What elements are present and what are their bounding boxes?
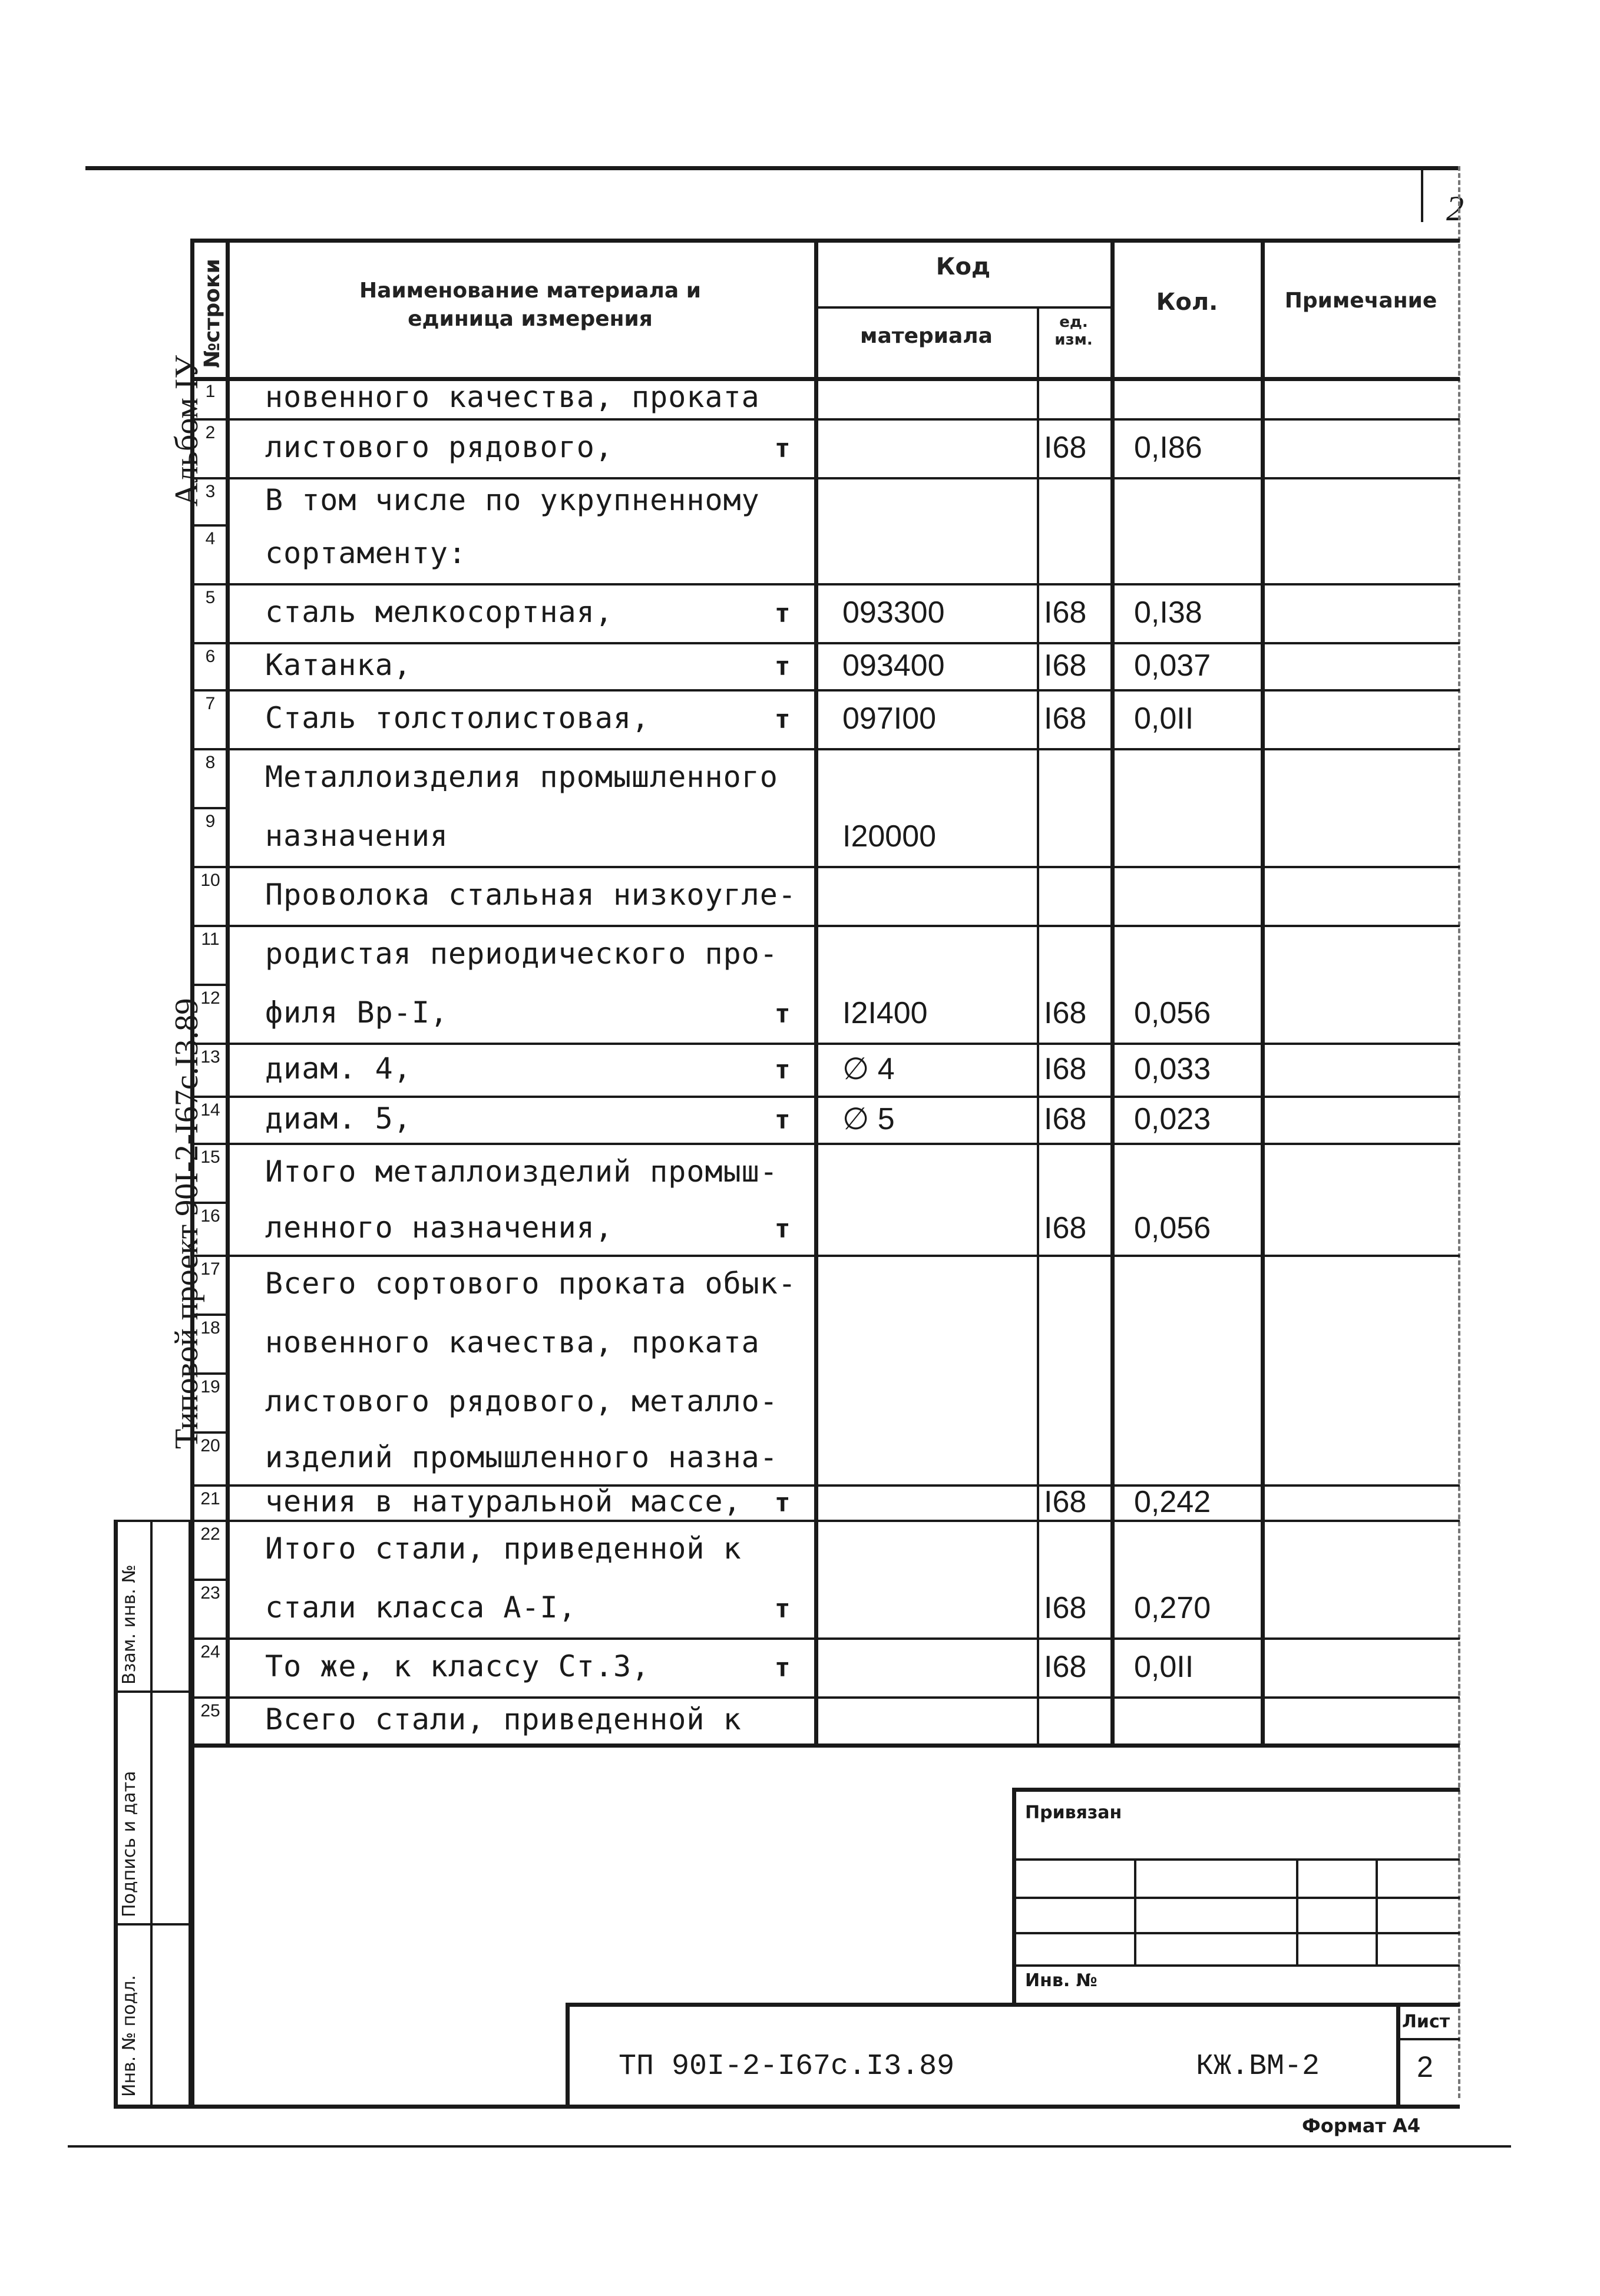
row-divider [190, 477, 1460, 479]
row-divider [190, 925, 1460, 927]
row-material-code: 093300 [842, 595, 945, 630]
row-description: В том числе по укрупненному [265, 483, 760, 517]
album-label: Альбом IУ [168, 355, 205, 507]
row-description: сортаменту: [265, 536, 467, 570]
row-unit: т [775, 1055, 791, 1085]
row-description: Проволока стальная низкоугле- [265, 878, 796, 912]
row-unit-code: I68 [1044, 1591, 1087, 1625]
sheet-number: 2 [1417, 2050, 1433, 2083]
row-number: 20 [200, 1436, 220, 1455]
title-code: КЖ.ВМ-2 [1196, 2050, 1320, 2083]
row-unit-code: I68 [1044, 1485, 1087, 1519]
row-description: чения в натуральной массе, [265, 1484, 742, 1518]
row-divider [190, 1743, 1460, 1746]
format-label: Формат А4 [1302, 2115, 1421, 2137]
header-row-no: №строки [200, 259, 224, 368]
row-divider [190, 524, 226, 527]
stamp-label-inventory: Инв. № подл. [119, 1975, 140, 2097]
row-divider [190, 1372, 226, 1375]
row-description: листового рядового, металло- [265, 1384, 778, 1418]
row-description: стали класса А-I, [265, 1590, 577, 1625]
row-number: 14 [200, 1100, 220, 1120]
row-unit: т [775, 1105, 791, 1135]
row-description: филя Вр-I, [265, 995, 449, 1030]
header-note: Примечание [1284, 289, 1437, 313]
row-divider [190, 807, 226, 809]
row-description: диам. 5, [265, 1101, 412, 1136]
row-number: 11 [201, 929, 220, 949]
row-divider [190, 1579, 226, 1581]
row-quantity: 0,037 [1134, 649, 1211, 683]
row-unit-code: I68 [1044, 1650, 1087, 1684]
row-unit-code: I68 [1044, 702, 1087, 736]
row-number: 4 [205, 529, 216, 548]
row-number: 24 [200, 1642, 220, 1662]
header-name: Наименование материала и единица измерения [359, 279, 701, 331]
binding-label: Привязан [1025, 1802, 1122, 1823]
row-number: 17 [200, 1259, 220, 1279]
row-unit-code: I68 [1044, 649, 1087, 683]
row-divider [190, 1520, 1460, 1522]
row-divider [190, 1255, 1460, 1257]
row-material-code: 093400 [842, 649, 945, 683]
row-description: назначения [265, 819, 449, 853]
header-code: Код [935, 253, 991, 280]
row-number: 3 [205, 482, 216, 501]
row-number: 21 [200, 1489, 220, 1508]
header-code-unit: ед. изм. [1054, 313, 1093, 349]
row-quantity: 0,033 [1134, 1052, 1211, 1086]
row-material-code: ∅ 5 [842, 1102, 895, 1136]
row-divider [190, 1096, 1460, 1098]
row-unit: т [775, 651, 791, 681]
row-quantity: 0,0II [1134, 702, 1194, 736]
row-number: 23 [200, 1583, 220, 1603]
row-divider [190, 866, 1460, 868]
row-description: сталь мелкосортная, [265, 595, 613, 629]
row-number: 7 [205, 694, 216, 713]
row-number: 16 [200, 1206, 220, 1226]
row-description: То же, к классу Ст.3, [265, 1649, 650, 1683]
row-description: ленного назначения, [265, 1210, 613, 1245]
title-doc: ТП 90I-2-I67с.I3.89 [619, 2050, 955, 2083]
row-unit: т [775, 1653, 791, 1683]
row-number: 1 [205, 382, 216, 401]
row-number: 19 [200, 1377, 220, 1397]
row-material-code: 097I00 [842, 702, 937, 736]
row-unit: т [775, 434, 791, 464]
project-label: Типовой проект 90I-2-I67с.I3.89 [168, 998, 205, 1449]
row-description: новенного качества, проката [265, 1325, 760, 1359]
row-divider [190, 1431, 226, 1434]
row-divider [190, 1637, 1460, 1640]
row-number: 22 [200, 1524, 220, 1544]
row-divider [190, 1314, 226, 1316]
row-unit: т [775, 704, 791, 735]
row-unit: т [775, 999, 791, 1029]
row-divider [190, 1696, 1460, 1699]
row-number: 8 [205, 753, 216, 772]
row-description: Итого стали, приведенной к [265, 1531, 742, 1566]
header-qty: Кол. [1156, 289, 1218, 316]
row-divider [190, 984, 226, 986]
row-description: Итого металлоизделий промыш- [265, 1154, 778, 1189]
row-unit: т [775, 1488, 791, 1518]
row-quantity: 0,I38 [1134, 595, 1202, 630]
row-description: Катанка, [265, 648, 412, 682]
row-number: 6 [205, 647, 216, 666]
row-number: 18 [200, 1318, 220, 1338]
sheet-label: Лист [1402, 2012, 1450, 2032]
page-marker: 2 [1446, 189, 1464, 228]
row-divider [190, 748, 1460, 750]
row-divider [190, 1043, 1460, 1045]
row-divider [190, 418, 1460, 421]
row-number: 10 [200, 871, 220, 890]
row-number: 25 [200, 1701, 220, 1721]
row-number: 9 [205, 812, 216, 831]
header-code-material: материала [860, 324, 993, 348]
row-quantity: 0,056 [1134, 996, 1211, 1030]
row-unit-code: I68 [1044, 431, 1087, 465]
binding-inv-label: Инв. № [1025, 1970, 1097, 1991]
row-divider [190, 642, 1460, 644]
row-number: 2 [205, 423, 216, 442]
row-description: Сталь толстолистовая, [265, 701, 650, 735]
row-quantity: 0,I86 [1134, 431, 1202, 465]
row-unit: т [775, 598, 791, 628]
row-quantity: 0,242 [1134, 1485, 1211, 1519]
row-divider [190, 689, 1460, 692]
row-description: родистая периодического про- [265, 937, 778, 971]
row-unit-code: I68 [1044, 1211, 1087, 1245]
row-description: Металлоизделия промышленного [265, 760, 778, 794]
row-number: 15 [200, 1147, 220, 1167]
row-unit-code: I68 [1044, 996, 1087, 1030]
row-number: 12 [200, 988, 220, 1008]
row-divider [190, 1143, 1460, 1145]
row-material-code: I20000 [842, 819, 937, 853]
row-description: новенного качества, проката [265, 380, 760, 414]
row-material-code: ∅ 4 [842, 1052, 895, 1086]
row-unit-code: I68 [1044, 1102, 1087, 1136]
row-divider [190, 1202, 226, 1204]
row-description: Всего стали, приведенной к [265, 1702, 742, 1736]
row-description: диам. 4, [265, 1051, 412, 1086]
row-quantity: 0,0II [1134, 1650, 1194, 1684]
row-unit-code: I68 [1044, 595, 1087, 630]
row-description: Всего сортового проката обык- [265, 1266, 796, 1301]
stamp-label-signature: Подпись и дата [119, 1771, 140, 1917]
row-unit: т [775, 1214, 791, 1244]
row-quantity: 0,270 [1134, 1591, 1211, 1625]
row-quantity: 0,056 [1134, 1211, 1211, 1245]
stamp-label-replace: Взам. инв. № [119, 1564, 140, 1685]
row-number: 13 [200, 1047, 220, 1067]
row-description: изделий промышленного назна- [265, 1440, 778, 1474]
row-divider [190, 583, 1460, 585]
row-material-code: I2I400 [842, 996, 928, 1030]
row-quantity: 0,023 [1134, 1102, 1211, 1136]
row-unit-code: I68 [1044, 1052, 1087, 1086]
row-description: листового рядового, [265, 430, 613, 464]
row-number: 5 [205, 588, 216, 607]
row-unit: т [775, 1594, 791, 1624]
